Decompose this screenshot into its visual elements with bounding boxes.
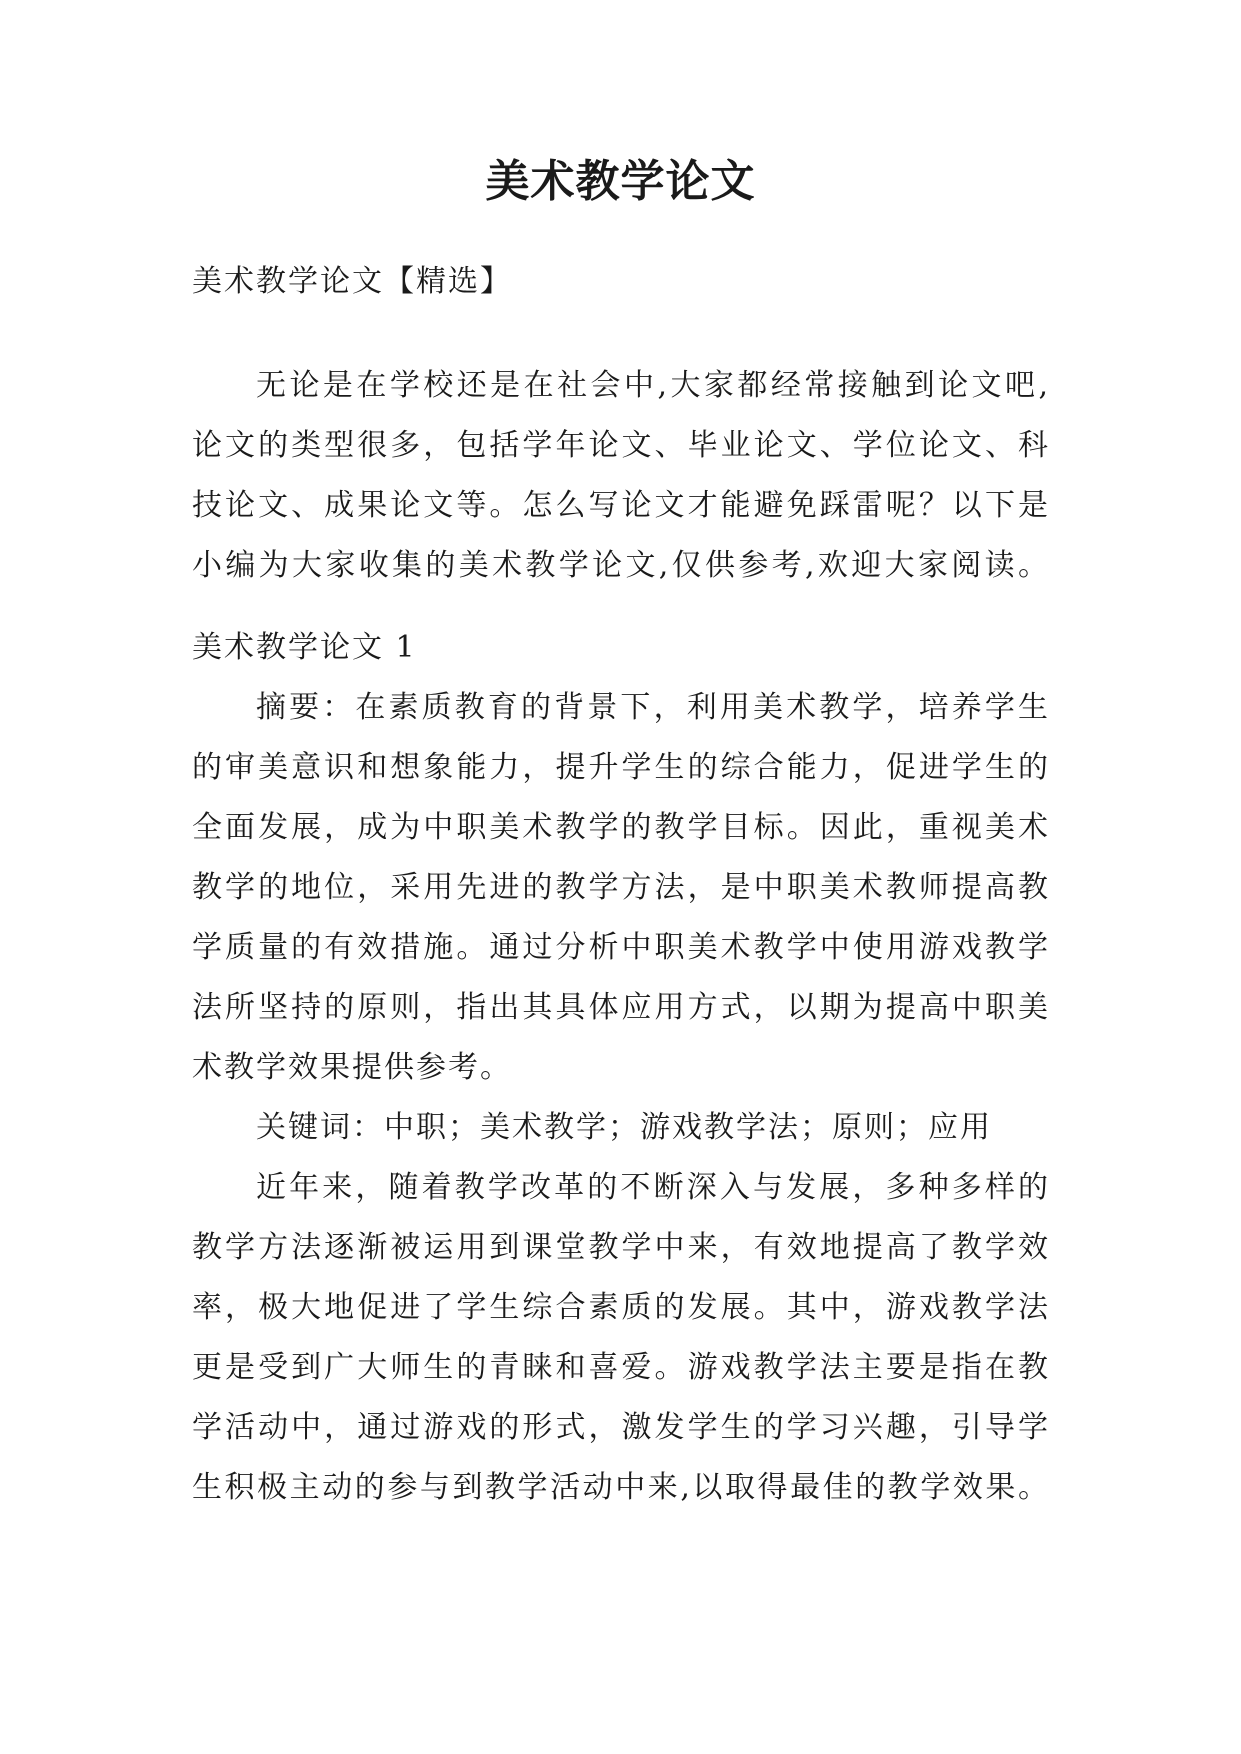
paragraph-line: 学质量的有效措施。通过分析中职美术教学中使用游戏教学 <box>192 930 1050 965</box>
body-paragraph <box>192 1158 1050 1518</box>
paragraph-line: 法所坚持的原则，指出其具体应用方式，以期为提高中职美 <box>192 990 1050 1025</box>
paragraph-line: 技论文、成果论文等。怎么写论文才能避免踩雷呢？以下是 <box>192 488 1050 523</box>
document-subtitle: 美术教学论文【精选】 <box>192 264 512 299</box>
intro-paragraph <box>192 356 1050 596</box>
section-1 <box>192 618 1050 1518</box>
paragraph-line: 近年来，随着教学改革的不断深入与发展，多种多样的 <box>256 1170 1050 1205</box>
paragraph-line: 生积极主动的参与到教学活动中来,以取得最佳的教学效果。 <box>192 1470 1050 1505</box>
document-title: 美术教学论文 <box>485 156 756 207</box>
paragraph-line: 论文的类型很多，包括学年论文、毕业论文、学位论文、科 <box>192 428 1050 463</box>
paragraph-line: 术教学效果提供参考。 <box>192 1050 512 1085</box>
paragraph-line: 更是受到广大师生的青睐和喜爱。游戏教学法主要是指在教 <box>192 1350 1050 1385</box>
paragraph-line: 教学方法逐渐被运用到课堂教学中来，有效地提高了教学效 <box>192 1230 1050 1265</box>
keywords-paragraph <box>192 1098 1050 1158</box>
paragraph-line: 学活动中，通过游戏的形式，激发学生的学习兴趣，引导学 <box>192 1410 1050 1445</box>
keywords-line: 关键词：中职；美术教学；游戏教学法；原则；应用 <box>256 1110 992 1145</box>
paragraph-line: 全面发展，成为中职美术教学的教学目标。因此，重视美术 <box>192 810 1050 845</box>
paragraph-line: 摘要：在素质教育的背景下，利用美术教学，培养学生 <box>256 690 1050 725</box>
paragraph-line: 教学的地位，采用先进的教学方法，是中职美术教师提高教 <box>192 870 1050 905</box>
paragraph-line: 无论是在学校还是在社会中,大家都经常接触到论文吧, <box>256 368 1050 403</box>
subtitle-block <box>192 252 1050 312</box>
paragraph-line: 率，极大地促进了学生综合素质的发展。其中，游戏教学法 <box>192 1290 1050 1325</box>
abstract-paragraph <box>192 678 1050 1098</box>
section-heading: 美术教学论文 1 <box>192 630 417 665</box>
paragraph-line: 小编为大家收集的美术教学论文,仅供参考,欢迎大家阅读。 <box>192 548 1050 583</box>
paragraph-line: 的审美意识和想象能力，提升学生的综合能力，促进学生的 <box>192 750 1050 785</box>
